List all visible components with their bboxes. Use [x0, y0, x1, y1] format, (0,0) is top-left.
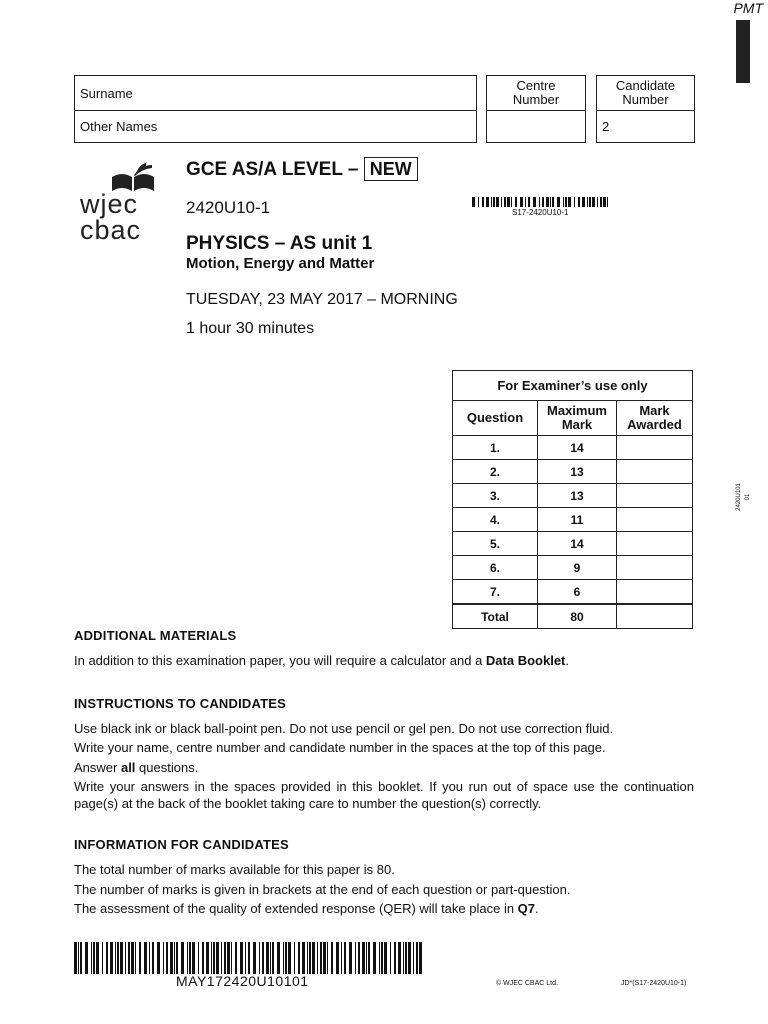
paper-barcode — [472, 197, 609, 207]
exam-date: TUESDAY, 23 MAY 2017 – MORNING — [186, 291, 458, 308]
new-badge: NEW — [364, 157, 418, 181]
examiner-table — [452, 370, 693, 629]
instruction-line: Write your name, centre number and candidate number in the spaces at the top of this page. — [74, 740, 606, 755]
surname-label: Surname — [80, 86, 133, 101]
answer-text-after: questions. — [135, 760, 199, 775]
centre-number-label: Centre Number — [512, 78, 560, 107]
paper-reference: JD*(S17-2420U10-1) — [621, 980, 687, 987]
mark-awarded-cell[interactable] — [617, 460, 693, 484]
answer-all-text: all — [120, 760, 136, 775]
question-number: 7. — [453, 580, 538, 605]
max-mark: 6 — [538, 580, 617, 605]
max-mark: 9 — [538, 556, 617, 580]
max-mark: 14 — [538, 532, 617, 556]
centre-number-header — [486, 75, 586, 111]
col-question: Question — [453, 401, 538, 436]
qer-text-after: . — [535, 901, 539, 916]
total-row — [453, 604, 693, 629]
wjec-logo — [80, 163, 160, 243]
question-number: 4. — [453, 508, 538, 532]
max-mark: 13 — [538, 484, 617, 508]
max-mark: 11 — [538, 508, 617, 532]
level-text: GCE AS/A LEVEL – — [186, 159, 359, 180]
unit-title: Motion, Energy and Matter — [186, 255, 375, 272]
registration-bar — [736, 20, 750, 83]
information-line — [74, 900, 539, 917]
footer-barcode-text: MAY172420U10101 — [176, 973, 309, 989]
additional-materials-heading: ADDITIONAL MATERIALS — [74, 628, 237, 643]
side-code-line2: 01 — [745, 493, 751, 501]
total-value: 80 — [538, 604, 617, 629]
candidate-number-field[interactable] — [596, 110, 695, 143]
instruction-line: Use black ink or black ball-point pen. Do not use pencil or gel pen. Do not use correction fluid. — [74, 721, 614, 736]
table-row — [453, 580, 693, 605]
table-row — [453, 532, 693, 556]
question-number: 1. — [453, 436, 538, 460]
instructions-heading: INSTRUCTIONS TO CANDIDATES — [74, 696, 287, 711]
total-label: Total — [453, 604, 538, 629]
candidate-number-label: Candidate Number — [615, 78, 676, 107]
table-row — [453, 436, 693, 460]
subject-title: PHYSICS – AS unit 1 — [186, 233, 373, 254]
side-code-line1: 2420U101 — [736, 483, 742, 511]
mark-awarded-cell[interactable] — [617, 436, 693, 460]
col-mark-awarded: Mark Awarded — [617, 401, 693, 436]
col-max-mark: Maximum Mark — [538, 401, 617, 436]
centre-number-field[interactable] — [486, 110, 586, 143]
mark-awarded-cell[interactable] — [617, 556, 693, 580]
table-row — [453, 484, 693, 508]
side-code — [735, 477, 753, 517]
page-marker: PMT — [733, 0, 763, 16]
mark-awarded-cell[interactable] — [617, 508, 693, 532]
logo-line1: wjec — [80, 189, 139, 219]
instruction-line: Write your answers in the spaces provided in this booklet. If you run out of space use the continuation page(s) at the back of the booklet taking care to number the question(s) correctly. — [74, 779, 694, 811]
exam-duration: 1 hour 30 minutes — [186, 320, 315, 337]
candidate-number-header — [596, 75, 695, 111]
max-mark: 13 — [538, 460, 617, 484]
logo-line2: cbac — [80, 215, 142, 245]
information-heading: INFORMATION FOR CANDIDATES — [74, 837, 289, 852]
q7-text: Q7 — [517, 901, 536, 916]
table-row — [453, 460, 693, 484]
question-number: 5. — [453, 532, 538, 556]
question-number: 3. — [453, 484, 538, 508]
exam-level — [186, 159, 418, 181]
additional-text-before: In addition to this examination paper, you will require a calculator and a — [74, 653, 486, 668]
examiner-table-title: For Examiner’s use only — [453, 371, 693, 401]
additional-text-after: . — [565, 653, 570, 668]
qer-text-before: The assessment of the quality of extended response (QER) will take place in — [74, 901, 518, 916]
max-mark: 14 — [538, 436, 617, 460]
paper-code: 2420U10-1 — [186, 198, 271, 217]
candidate-number-value: 2 — [602, 119, 610, 134]
other-names-field[interactable] — [74, 110, 477, 143]
answer-text-before: Answer — [74, 760, 121, 775]
question-number: 6. — [453, 556, 538, 580]
data-booklet-text: Data Booklet — [485, 653, 566, 668]
copyright-text: © WJEC CBAC Ltd. — [496, 980, 558, 987]
mark-awarded-cell[interactable] — [617, 532, 693, 556]
additional-materials-text — [74, 652, 569, 669]
mark-awarded-cell[interactable] — [617, 484, 693, 508]
other-names-label: Other Names — [80, 119, 158, 134]
question-number: 2. — [453, 460, 538, 484]
information-line: The number of marks is given in brackets at the end of each question or part-question. — [74, 882, 571, 897]
total-awarded-cell[interactable] — [617, 604, 693, 629]
mark-awarded-cell[interactable] — [617, 580, 693, 605]
information-line: The total number of marks available for this paper is 80. — [74, 862, 395, 877]
footer-barcode — [74, 942, 422, 974]
surname-field[interactable] — [74, 75, 477, 111]
barcode-caption: S17-2420U10-1 — [512, 208, 569, 217]
table-row — [453, 508, 693, 532]
table-row — [453, 556, 693, 580]
instruction-line — [74, 759, 198, 776]
